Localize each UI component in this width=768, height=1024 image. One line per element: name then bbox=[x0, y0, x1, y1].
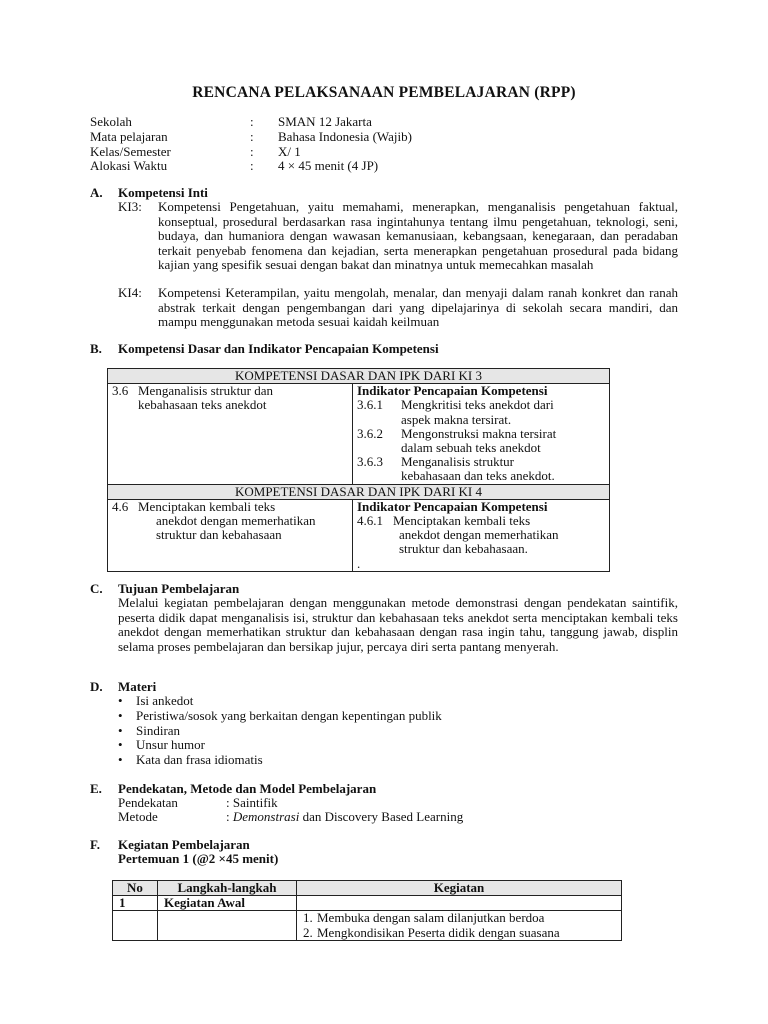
ipk-trailing-dot: . bbox=[357, 555, 361, 571]
pendekatan-value: : Saintifik bbox=[226, 795, 278, 810]
row-no: 1 bbox=[113, 896, 158, 911]
list-item bbox=[118, 724, 442, 739]
activity-item bbox=[303, 926, 615, 940]
list-item bbox=[118, 709, 442, 724]
ipk-text-line: Menganalisis struktur bbox=[401, 454, 515, 470]
activity-item bbox=[303, 911, 615, 925]
activity-cell bbox=[297, 911, 622, 940]
activity-number: 2. bbox=[303, 924, 313, 940]
identity-value: Bahasa Indonesia (Wajib) bbox=[278, 129, 412, 144]
list-item bbox=[118, 694, 442, 709]
bullet-icon: • bbox=[118, 693, 123, 708]
identity-value: 4 × 45 menit (4 JP) bbox=[278, 158, 379, 173]
ki3-label: KI3: bbox=[118, 199, 142, 214]
list-item-text: Sindiran bbox=[136, 722, 181, 738]
ipk3-cell bbox=[353, 384, 610, 484]
materi-list bbox=[118, 694, 442, 768]
section-title: Materi bbox=[118, 679, 157, 694]
identity-label: Mata pelajaran bbox=[90, 129, 168, 144]
kd-ipk-table bbox=[107, 368, 610, 572]
ki3-table-header: KOMPETENSI DASAR DAN IPK DARI KI 3 bbox=[108, 369, 610, 384]
ipk4-cell bbox=[353, 499, 610, 571]
pertemuan-heading: Pertemuan 1 (@2 ×45 menit) bbox=[118, 851, 279, 866]
identity-value: X/ 1 bbox=[278, 144, 301, 159]
ki3-text: Kompetensi Pengetahuan, yaitu memahami, menerapkan, menganalisis pengetahuan faktual, konseptual, prosedural berdasarkan rasa ingintahunya tentang ilmu pengetahuan, teknologi, seni, budaya, dan humaniora dengan wawasan kemanusiaan, kebangsaan, kenegaraan, dan peradaban terkait penyebab fenomena dan kejadian, serta menerapkan pengetahuan prosedural pada bidang kajian yang spesifik sesuai dengan bakat dan minatnya untuk memecahkan masalah bbox=[158, 199, 678, 273]
ipk-text-line: Mengkritisi teks anekdot dari bbox=[401, 397, 554, 413]
bullet-icon: • bbox=[118, 752, 123, 768]
kegiatan-table bbox=[112, 880, 622, 941]
kd-item bbox=[112, 500, 348, 543]
ipk-header: Indikator Pencapaian Kompetensi bbox=[357, 498, 548, 514]
section-title: Kompetensi Inti bbox=[118, 185, 208, 200]
list-item-text: Kata dan frasa idiomatis bbox=[136, 752, 263, 768]
kd-number: 3.6 bbox=[112, 383, 129, 399]
activity-text: Membuka dengan salam dilanjutkan berdoa bbox=[317, 910, 545, 926]
column-header-kegiatan: Kegiatan bbox=[297, 881, 622, 896]
row-step: Kegiatan Awal bbox=[158, 896, 297, 911]
section-title: Kompetensi Dasar dan Indikator Pencapaian Kompetensi bbox=[118, 341, 439, 356]
pendekatan-label: Pendekatan bbox=[118, 795, 178, 810]
ipk-text-line: kebahasaan dan teks anekdot. bbox=[401, 468, 555, 484]
list-item-text: Unsur humor bbox=[136, 737, 205, 753]
column-header-no: No bbox=[113, 881, 158, 896]
section-letter: D. bbox=[90, 679, 103, 694]
section-letter: C. bbox=[90, 581, 103, 596]
row-empty bbox=[297, 896, 622, 911]
list-item bbox=[118, 753, 442, 768]
ipk-text-line: Mengonstruksi makna tersirat bbox=[401, 425, 557, 441]
ipk-text-line: struktur dan kebahasaan. bbox=[399, 541, 528, 557]
section-title: Tujuan Pembelajaran bbox=[118, 581, 240, 596]
identity-label: Kelas/Semester bbox=[90, 144, 171, 159]
table-row bbox=[113, 896, 622, 911]
ipk-item bbox=[357, 455, 605, 483]
column-header-langkah: Langkah-langkah bbox=[158, 881, 297, 896]
metode-rest: dan Discovery Based Learning bbox=[299, 809, 464, 824]
section-title: Kegiatan Pembelajaran bbox=[118, 837, 250, 852]
section-letter: B. bbox=[90, 341, 102, 356]
table-row bbox=[108, 484, 610, 499]
list-item-text: Isi ankedot bbox=[136, 693, 194, 708]
kd-text-line: kebahasaan teks anekdot bbox=[138, 397, 267, 413]
table-row bbox=[108, 499, 610, 571]
metode-label: Metode bbox=[118, 809, 158, 824]
ipk-text-line: aspek makna tersirat. bbox=[401, 411, 512, 427]
kd-item bbox=[112, 384, 348, 412]
ki4-text: Kompetensi Keterampilan, yaitu mengolah, menalar, dan menyaji dalam ranah konkret dan ranah abstrak terkait dengan pengembangan dari yang dipelajarinya di sekolah secara mandiri, dan mampu menggunakan metoda sesuai kaidah keilmuan bbox=[158, 285, 678, 330]
bullet-icon: • bbox=[118, 737, 123, 753]
ipk-number: 3.6.3 bbox=[357, 454, 383, 470]
identity-colon: : bbox=[250, 114, 254, 129]
row-empty bbox=[113, 911, 158, 940]
activity-text: Mengkondisikan Peserta didik dengan suasana bbox=[317, 924, 560, 940]
kd-text-line: Menganalisis struktur dan bbox=[138, 383, 274, 399]
bullet-icon: • bbox=[118, 722, 123, 738]
kd46-cell bbox=[108, 499, 353, 571]
table-row bbox=[113, 881, 622, 896]
identity-colon: : bbox=[250, 144, 254, 159]
bullet-icon: • bbox=[118, 707, 123, 723]
table-row bbox=[113, 911, 622, 940]
list-item-text: Peristiwa/sosok yang berkaitan dengan kepentingan publik bbox=[136, 707, 442, 723]
ipk-number: 3.6.1 bbox=[357, 397, 383, 413]
activity-number: 1. bbox=[303, 910, 313, 926]
identity-colon: : bbox=[250, 158, 254, 173]
identity-colon: : bbox=[250, 129, 254, 144]
ipk-text-line: anekdot dengan memerhatikan bbox=[399, 527, 559, 543]
metode-colon: : bbox=[226, 809, 233, 824]
section-title: Pendekatan, Metode dan Model Pembelajaran bbox=[118, 781, 377, 796]
table-row bbox=[108, 369, 610, 384]
ipk-item bbox=[357, 514, 605, 557]
ipk-item bbox=[357, 427, 605, 455]
tujuan-text: Melalui kegiatan pembelajaran dengan menggunakan metode demonstrasi dengan pendekatan saintifik, peserta didik dapat menganalisis isi, struktur dan kebahasaan teks anekdot serta menciptakan kembali teks anekdot dengan memerhatikan struktur dan kebahasaan dengan rasa ingin tahu, tanggung jawab, displin selama proses pembelajaran dan bersikap jujur, percaya diri serta pantang menyerah. bbox=[118, 595, 678, 654]
kd-text-line: anekdot dengan memerhatikan bbox=[156, 513, 316, 529]
kd-text-line: Menciptakan kembali teks bbox=[138, 498, 276, 514]
list-item bbox=[118, 738, 442, 753]
ipk-text-line: dalam sebuah teks anekdot bbox=[401, 440, 541, 456]
metode-row bbox=[118, 810, 463, 825]
table-row bbox=[108, 384, 610, 484]
ipk-number: 3.6.2 bbox=[357, 425, 383, 441]
kd36-cell bbox=[108, 384, 353, 484]
ipk-text-line: Menciptakan kembali teks bbox=[393, 513, 531, 529]
identity-value: SMAN 12 Jakarta bbox=[278, 114, 372, 129]
section-letter: E. bbox=[90, 781, 102, 796]
kd-text-line: struktur dan kebahasaan bbox=[156, 527, 282, 543]
row-empty bbox=[158, 911, 297, 940]
section-letter: F. bbox=[90, 837, 100, 852]
ki4-table-header: KOMPETENSI DASAR DAN IPK DARI KI 4 bbox=[108, 484, 610, 499]
kd-number: 4.6 bbox=[112, 498, 129, 514]
ipk-number: 4.6.1 bbox=[357, 513, 383, 529]
ipk-header: Indikator Pencapaian Kompetensi bbox=[357, 383, 548, 399]
ipk-item bbox=[357, 398, 605, 426]
document-title: RENCANA PELAKSANAAN PEMBELAJARAN (RPP) bbox=[192, 84, 576, 101]
section-letter: A. bbox=[90, 185, 103, 200]
metode-italic: Demonstrasi bbox=[232, 809, 300, 824]
identity-label: Sekolah bbox=[90, 114, 132, 129]
identity-label: Alokasi Waktu bbox=[90, 158, 168, 173]
ki4-label: KI4: bbox=[118, 285, 142, 300]
